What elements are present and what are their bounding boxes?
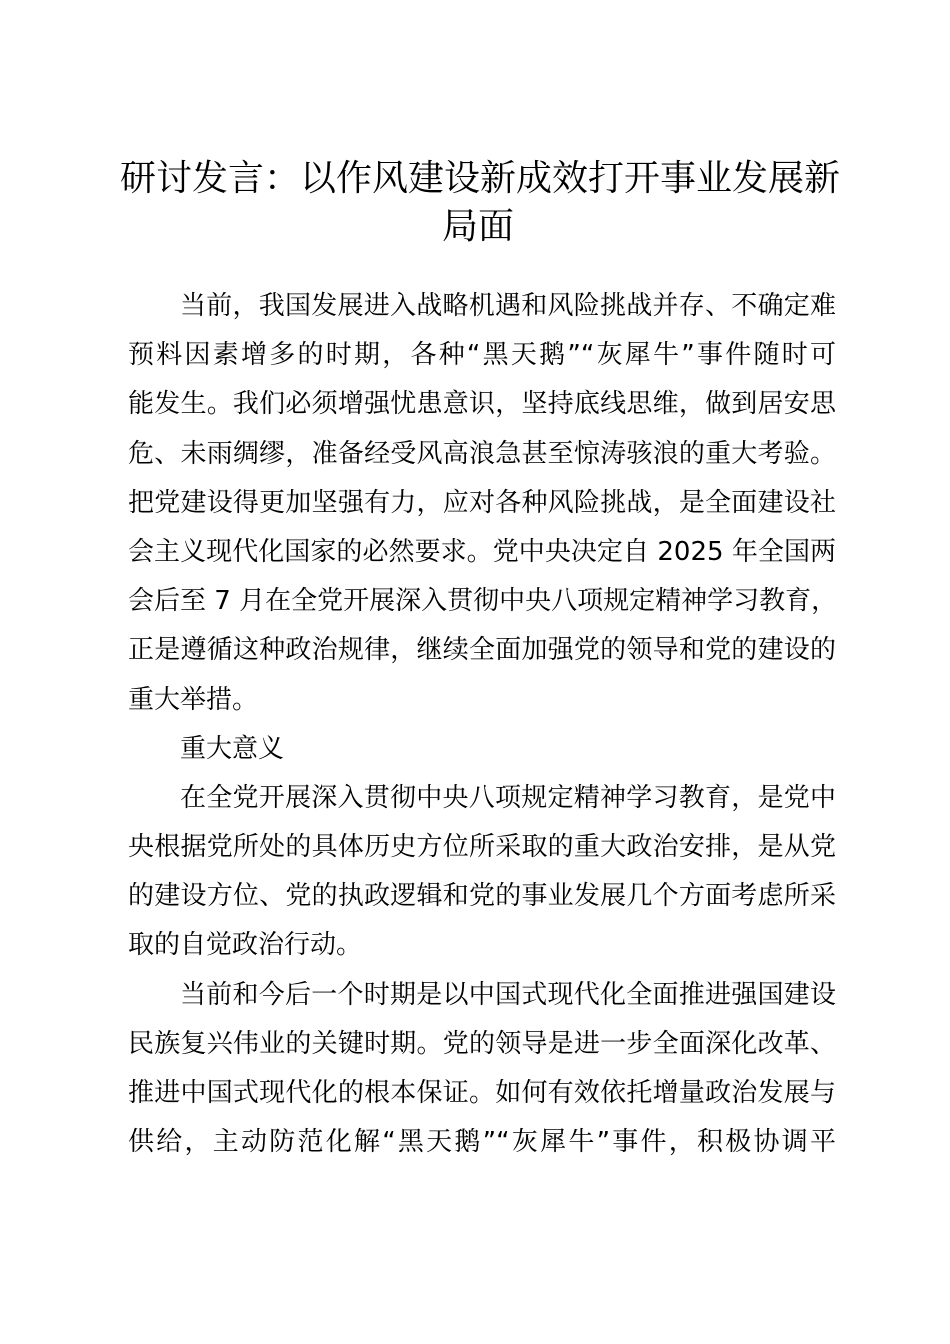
paragraph-significance	[128, 774, 836, 971]
text-line: 把党建设得更加坚强有力，应对各种风险挑战，是全面建设社	[128, 487, 836, 518]
text-line: 推进中国式现代化的根本保证。如何有效依托增量政治发展与	[128, 1078, 836, 1108]
section-heading	[128, 725, 836, 774]
text-line: 会主义现代化国家的必然要求。党中央决定自 2025 年全国两	[128, 536, 836, 567]
text-line: 能发生。我们必须增强忧患意识，坚持底线思维，做到居安思	[128, 389, 836, 420]
text-line: 预料因素增多的时期，各种“黑天鹅”“灰犀牛”事件随时可	[128, 340, 836, 371]
title-line: 局面	[441, 206, 514, 247]
text-line: 重大举措。	[128, 684, 259, 715]
paragraph-current-period	[128, 971, 836, 1168]
text-line: 的建设方位、党的执政逻辑和党的事业发展几个方面考虑所采	[128, 881, 836, 912]
text-line: 取的自觉政治行动。	[128, 930, 363, 961]
document-title	[120, 155, 841, 251]
text-line: 正是遵循这种政治规律，继续全面加强党的领导和党的建设的	[128, 635, 836, 666]
text-line: 民族复兴伟业的关键时期。党的领导是进一步全面深化改革、	[128, 1028, 836, 1059]
text-line: 供给，主动防范化解“黑天鹅”“灰犀牛”事件，积极协调平	[128, 1127, 836, 1158]
text-line: 会后至 7 月在全党开展深入贯彻中央八项规定精神学习教育，	[128, 586, 838, 617]
title-line: 研讨发言：以作风建设新成效打开事业发展新	[120, 158, 841, 199]
document-body	[128, 282, 836, 1167]
paragraph-intro	[128, 282, 836, 725]
text-line: 央根据党所处的具体历史方位所采取的重大政治安排，是从党	[128, 832, 836, 863]
text-line: 当前和今后一个时期是以中国式现代化全面推进强国建设	[180, 979, 836, 1010]
text-line: 危、未雨绸缪，准备经受风高浪急甚至惊涛骇浪的重大考验。	[128, 438, 836, 469]
text-line: 在全党开展深入贯彻中央八项规定精神学习教育，是党中	[180, 782, 836, 813]
text-line: 当前，我国发展进入战略机遇和风险挑战并存、不确定难	[180, 291, 836, 321]
heading-line: 重大意义	[180, 733, 285, 764]
